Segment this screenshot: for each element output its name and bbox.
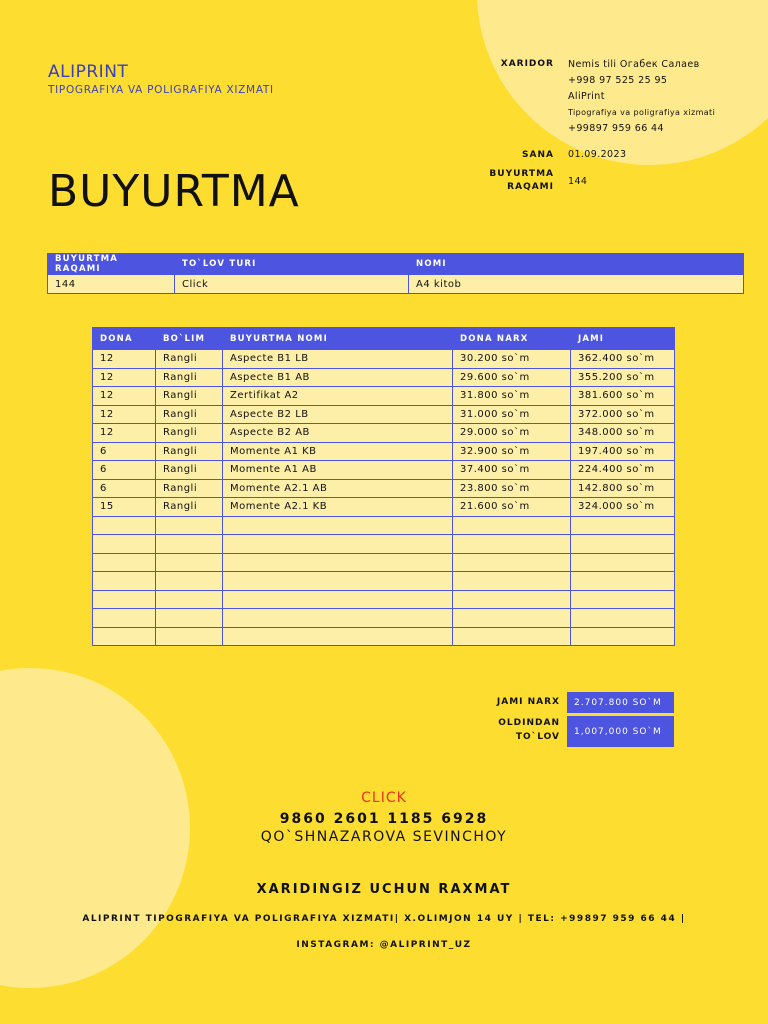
table-cell (156, 516, 223, 535)
table-cell: Rangli (156, 405, 223, 424)
table-cell: 6 (93, 479, 156, 498)
table-cell (571, 572, 675, 591)
table-cell: 381.600 so`m (571, 387, 675, 406)
table-cell (453, 572, 571, 591)
column-header: NOMI (409, 254, 744, 275)
table-cell: 15 (93, 498, 156, 517)
brand-subtitle: TIPOGRAFIYA VA POLIGRAFIYA XIZMATI (48, 84, 274, 96)
thank-you-text: XARIDINGIZ UCHUN RAXMAT (256, 882, 512, 897)
column-header: DONA (93, 328, 156, 350)
table-row (93, 442, 675, 461)
table-cell (156, 627, 223, 646)
page-title: BUYURTMA (48, 166, 300, 217)
table-cell: Rangli (156, 442, 223, 461)
table-cell (453, 553, 571, 572)
table-row (93, 350, 675, 369)
table-cell: Zertifikat A2 (223, 387, 453, 406)
table-cell: 30.200 so`m (453, 350, 571, 369)
table-row (93, 424, 675, 443)
buyer-line: Tipografiya va poligrafiya xizmati (568, 108, 716, 117)
table-cell: 144 (48, 275, 175, 294)
buyer-line: Nemis tili Огабек Салаев (568, 59, 700, 70)
column-header: TO`LOV TURI (175, 254, 409, 275)
brand-name: ALIPRINT (48, 62, 129, 82)
buyer-line: AliPrint (568, 91, 605, 102)
table-cell: Momente A1 KB (223, 442, 453, 461)
order-table-header (48, 254, 744, 275)
table-cell: 23.800 so`m (453, 479, 571, 498)
table-cell (93, 553, 156, 572)
table-row (48, 275, 744, 294)
payment-method: CLICK (361, 790, 407, 806)
table-row (93, 498, 675, 517)
buyer-label: XARIDOR (500, 59, 554, 69)
table-cell (156, 535, 223, 554)
items-table-header (93, 328, 675, 350)
table-cell (571, 590, 675, 609)
table-cell (571, 553, 675, 572)
table-cell: Momente A2.1 AB (223, 479, 453, 498)
table-cell: 12 (93, 387, 156, 406)
table-cell (93, 590, 156, 609)
table-row (93, 553, 675, 572)
table-cell: 29.000 so`m (453, 424, 571, 443)
table-row (93, 405, 675, 424)
table-cell: Momente A1 AB (223, 461, 453, 480)
card-number: 9860 2601 1185 6928 (279, 811, 489, 827)
table-cell (223, 553, 453, 572)
table-cell (453, 609, 571, 628)
column-header: BO`LIM (156, 328, 223, 350)
footer-contact: ALIPRINT TIPOGRAFIYA VA POLIGRAFIYA XIZMATI| X.OLIMJON 14 UY | TEL: +99897 959 66 44 | (82, 914, 686, 924)
buyer-line: +998 97 525 25 95 (568, 75, 668, 86)
table-cell: Momente A2.1 KB (223, 498, 453, 517)
table-row (93, 461, 675, 480)
table-cell: 142.800 so`m (571, 479, 675, 498)
table-cell (571, 516, 675, 535)
order-number-label-line: BUYURTMA (489, 169, 554, 179)
table-cell (93, 535, 156, 554)
table-cell: 29.600 so`m (453, 368, 571, 387)
table-row (93, 609, 675, 628)
table-cell (223, 516, 453, 535)
table-cell: Aspecte B2 LB (223, 405, 453, 424)
column-header: BUYURTMA RAQAMI (48, 254, 175, 275)
table-cell (223, 590, 453, 609)
table-cell: 355.200 so`m (571, 368, 675, 387)
order-number-label-line: RAQAMI (507, 182, 554, 192)
table-row (93, 535, 675, 554)
table-cell (156, 590, 223, 609)
buyer-line: +99897 959 66 44 (568, 123, 664, 134)
total-value: 2.707.800 SO`M (567, 692, 674, 713)
table-cell (453, 590, 571, 609)
column-header: BUYURTMA NOMI (223, 328, 453, 350)
order-table (47, 253, 744, 294)
table-cell: 12 (93, 405, 156, 424)
table-cell: 348.000 so`m (571, 424, 675, 443)
table-row (93, 387, 675, 406)
table-cell: Click (175, 275, 409, 294)
table-cell: 6 (93, 442, 156, 461)
table-row (93, 572, 675, 591)
table-row (93, 368, 675, 387)
table-cell (93, 627, 156, 646)
table-cell: 37.400 so`m (453, 461, 571, 480)
table-cell: 32.900 so`m (453, 442, 571, 461)
order-number-value: 144 (568, 176, 588, 187)
table-cell: 12 (93, 350, 156, 369)
table-cell: Rangli (156, 498, 223, 517)
total-label: JAMI NARX (496, 697, 560, 707)
buyer-info (568, 57, 715, 137)
table-cell: 6 (93, 461, 156, 480)
prepayment-label-line: OLDINDAN (498, 718, 560, 728)
table-cell: Rangli (156, 479, 223, 498)
table-cell: Rangli (156, 368, 223, 387)
instagram-handle: INSTAGRAM: @ALIPRINT_UZ (296, 940, 472, 950)
table-cell (223, 535, 453, 554)
table-row (93, 516, 675, 535)
prepayment-label (470, 716, 560, 744)
table-cell: 224.400 so`m (571, 461, 675, 480)
table-cell: 21.600 so`m (453, 498, 571, 517)
date-label: SANA (522, 150, 554, 160)
items-table (92, 327, 675, 646)
table-cell (223, 609, 453, 628)
order-number-label (470, 168, 554, 194)
table-cell (453, 627, 571, 646)
table-cell (223, 572, 453, 591)
table-cell (571, 609, 675, 628)
table-cell: A4 kitob (409, 275, 744, 294)
brand (48, 62, 274, 96)
table-cell (223, 627, 453, 646)
table-cell (93, 516, 156, 535)
table-cell (156, 609, 223, 628)
table-cell (93, 572, 156, 591)
date-value: 01.09.2023 (568, 149, 627, 160)
table-cell (156, 553, 223, 572)
table-cell: 372.000 so`m (571, 405, 675, 424)
table-cell: Aspecte B1 AB (223, 368, 453, 387)
table-row (93, 627, 675, 646)
table-cell: 31.000 so`m (453, 405, 571, 424)
table-cell: Rangli (156, 424, 223, 443)
card-holder: QO`SHNAZAROVA SEVINCHOY (260, 829, 508, 845)
table-cell: Rangli (156, 461, 223, 480)
table-cell (453, 516, 571, 535)
prepayment-label-line: TO`LOV (515, 732, 560, 742)
table-cell: Rangli (156, 350, 223, 369)
table-cell: Rangli (156, 387, 223, 406)
table-cell: 31.800 so`m (453, 387, 571, 406)
column-header: JAMI (571, 328, 675, 350)
table-cell (93, 609, 156, 628)
table-cell: 362.400 so`m (571, 350, 675, 369)
table-row (93, 590, 675, 609)
table-cell: Aspecte B1 LB (223, 350, 453, 369)
table-cell: 12 (93, 368, 156, 387)
table-cell (571, 627, 675, 646)
table-cell: Aspecte B2 AB (223, 424, 453, 443)
table-cell: 12 (93, 424, 156, 443)
table-row (93, 479, 675, 498)
table-cell: 197.400 so`m (571, 442, 675, 461)
table-cell: 324.000 so`m (571, 498, 675, 517)
table-cell (571, 535, 675, 554)
table-cell (156, 572, 223, 591)
prepayment-value: 1,007,000 SO`M (567, 716, 674, 747)
column-header: DONA NARX (453, 328, 571, 350)
table-cell (453, 535, 571, 554)
